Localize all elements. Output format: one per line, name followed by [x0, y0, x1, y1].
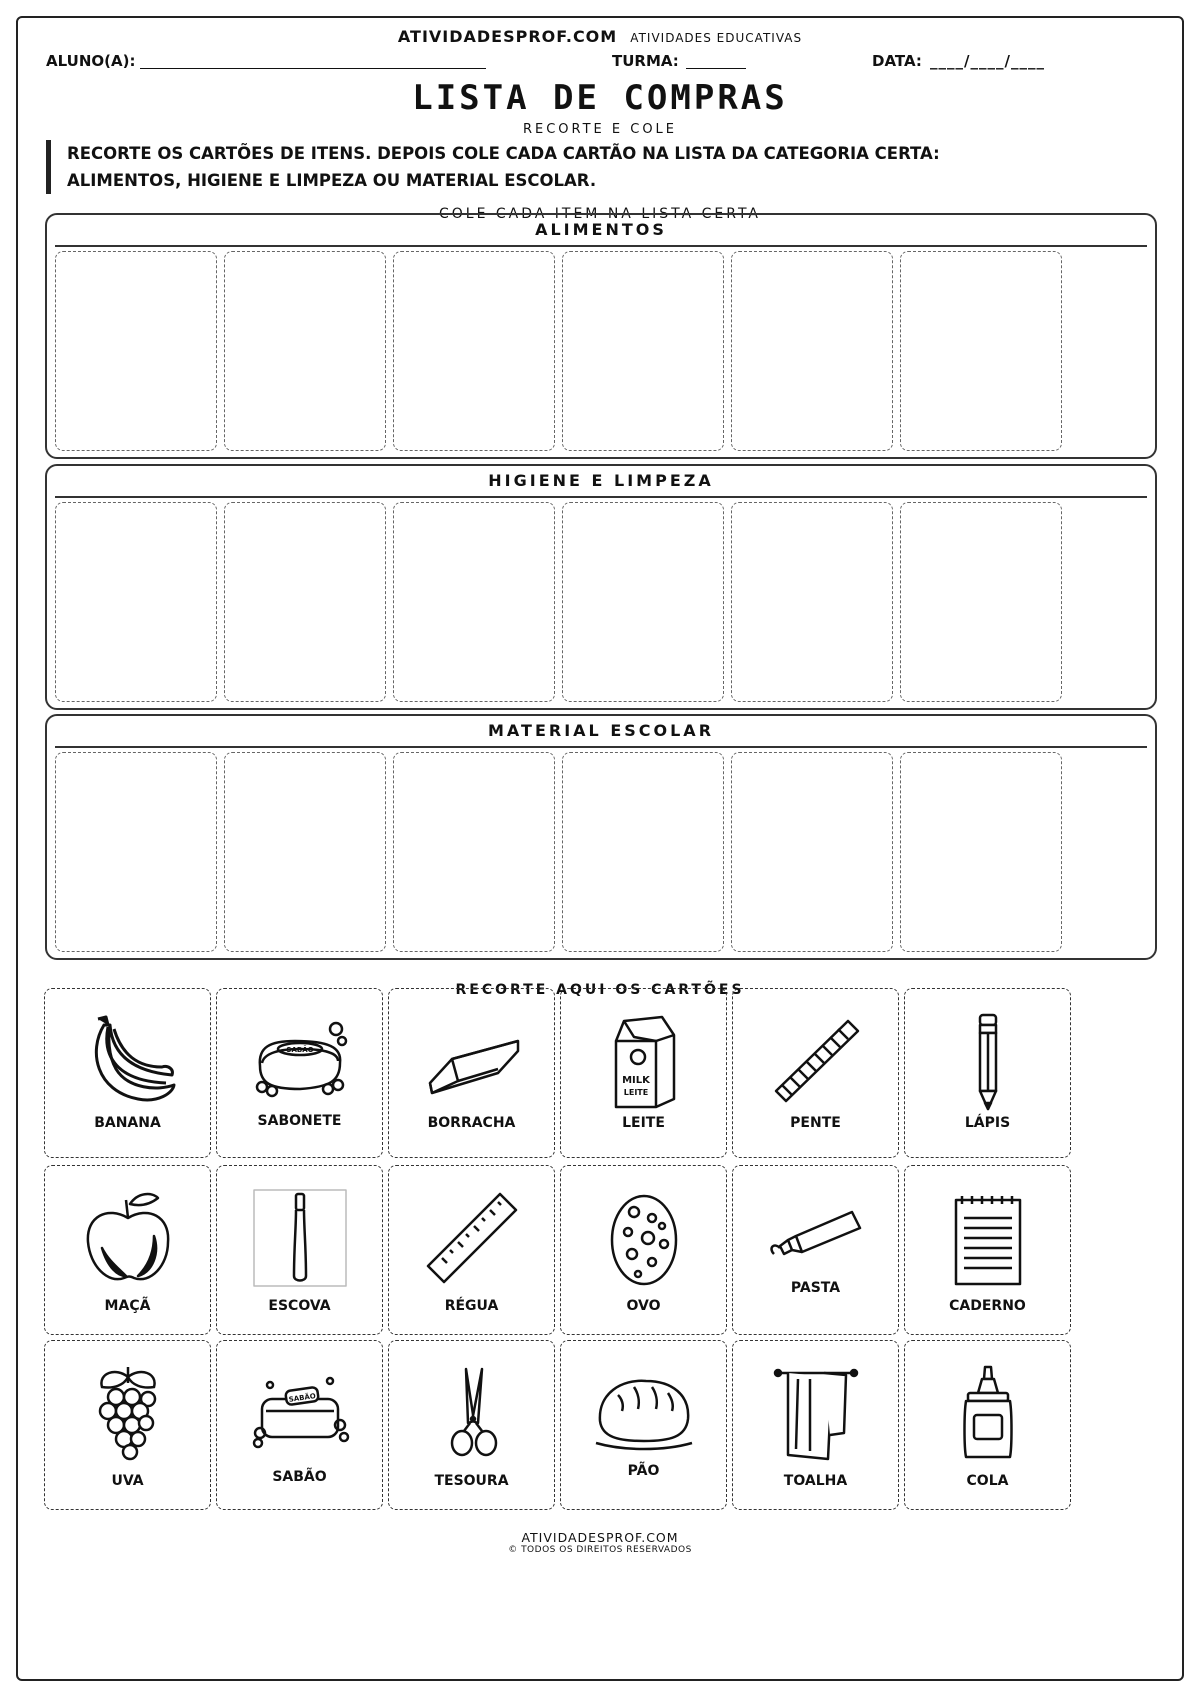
item-card-borracha[interactable] [388, 988, 555, 1158]
paste-slot[interactable] [224, 752, 386, 952]
page-subtitle: RECORTE E COLE [522, 122, 678, 137]
category-divider [55, 746, 1147, 748]
date-label: DATA: [872, 52, 922, 70]
paste-slot[interactable] [393, 251, 555, 451]
item-card-escova[interactable] [216, 1165, 383, 1335]
item-card-leite[interactable] [560, 988, 727, 1158]
site-header [18, 27, 1182, 46]
comb-icon [766, 1011, 866, 1111]
site-name: ATIVIDADESPROF.COM [397, 27, 618, 46]
instructions-line-2: ALIMENTOS, HIGIENE E LIMPEZA OU MATERIAL ESCOLAR. [67, 171, 597, 190]
card-label: OVO [626, 1298, 661, 1314]
card-label: TOALHA [783, 1473, 848, 1489]
paste-slot[interactable] [393, 502, 555, 702]
paste-heading: COLE CADA ITEM NA LISTA CERTA [438, 206, 762, 222]
site-tagline: ATIVIDADES EDUCATIVAS [630, 31, 803, 45]
category-title: HIGIENE E LIMPEZA [488, 471, 714, 490]
milk-subtext: LEITE [623, 1088, 649, 1097]
paste-slot[interactable] [55, 752, 217, 952]
paste-slot[interactable] [900, 502, 1062, 702]
paste-slot[interactable] [562, 251, 724, 451]
ruler-icon [422, 1188, 522, 1288]
card-label: MAÇÃ [104, 1298, 151, 1314]
card-label: LÁPIS [964, 1115, 1011, 1131]
item-card-regua[interactable] [388, 1165, 555, 1335]
class-line[interactable] [686, 68, 746, 69]
instructions-line-1: RECORTE OS CARTÕES DE ITENS. DEPOIS COLE CADA CARTÃO NA LISTA DA CATEGORIA CERTA: [67, 144, 940, 163]
scissors-icon [422, 1363, 522, 1463]
towel-icon [766, 1363, 866, 1463]
toothpaste-icon [751, 1188, 881, 1288]
class-label: TURMA: [612, 52, 679, 70]
student-name-line[interactable] [140, 68, 486, 69]
item-card-toalha[interactable] [732, 1340, 899, 1510]
card-label: PENTE [790, 1115, 841, 1131]
category-divider [55, 245, 1147, 247]
card-label: ESCOVA [268, 1298, 331, 1314]
paste-slot[interactable] [562, 502, 724, 702]
glue-icon [938, 1363, 1038, 1463]
footer-rights: © TODOS OS DIREITOS RESERVADOS [508, 1545, 692, 1555]
paste-slot[interactable] [900, 752, 1062, 952]
item-card-uva[interactable] [44, 1340, 211, 1510]
item-card-lapis[interactable] [904, 988, 1071, 1158]
student-fields [46, 52, 1154, 72]
notebook-icon [938, 1188, 1038, 1288]
category-title: MATERIAL ESCOLAR [487, 721, 715, 740]
card-label: RÉGUA [444, 1298, 499, 1314]
item-card-caderno[interactable] [904, 1165, 1071, 1335]
paste-slot[interactable] [55, 251, 217, 451]
paste-slot[interactable] [731, 251, 893, 451]
card-label: TESOURA [434, 1473, 509, 1489]
item-card-pao[interactable] [560, 1340, 727, 1510]
category-divider [55, 496, 1147, 498]
category-alimentos [45, 213, 1157, 459]
item-card-sabonete[interactable] [216, 988, 383, 1158]
pencil-icon [938, 1011, 1038, 1111]
item-card-sabao[interactable] [216, 1340, 383, 1510]
card-label: SABÃO [272, 1469, 327, 1485]
paste-slot[interactable] [55, 502, 217, 702]
category-material-escolar [45, 714, 1157, 960]
soap-icon [235, 1363, 365, 1463]
card-label: COLA [966, 1473, 1009, 1489]
item-card-maca[interactable] [44, 1165, 211, 1335]
paste-slot[interactable] [224, 502, 386, 702]
student-label: ALUNO(A): [46, 52, 136, 70]
paste-slot[interactable] [900, 251, 1062, 451]
card-label: UVA [111, 1473, 144, 1489]
item-card-pente[interactable] [732, 988, 899, 1158]
card-label: SABONETE [257, 1113, 342, 1129]
eraser-icon [407, 1011, 537, 1111]
soap-bar-text: SABÃO [286, 1046, 314, 1054]
card-label: LEITE [622, 1115, 665, 1131]
item-card-cola[interactable] [904, 1340, 1071, 1510]
apple-icon [78, 1188, 178, 1288]
card-label: CADERNO [949, 1298, 1026, 1314]
bread-icon [579, 1359, 709, 1459]
paste-slot[interactable] [731, 752, 893, 952]
cut-heading: RECORTE AQUI OS CARTÕES [455, 982, 745, 998]
item-card-pasta[interactable] [732, 1165, 899, 1335]
worksheet-page [16, 16, 1184, 1681]
footer-site: ATIVIDADESPROF.COM [521, 1530, 679, 1545]
paste-slot[interactable] [393, 752, 555, 952]
card-label: BANANA [94, 1115, 161, 1131]
banana-icon [78, 1011, 178, 1111]
paste-slot[interactable] [731, 502, 893, 702]
milk-text: MILK [622, 1075, 650, 1086]
grapes-icon [78, 1363, 178, 1463]
card-label: PÃO [627, 1463, 660, 1479]
category-higiene-limpeza [45, 464, 1157, 710]
soap-bar-icon [240, 1011, 360, 1111]
paste-slot[interactable] [562, 752, 724, 952]
egg-icon [594, 1188, 694, 1288]
milk-carton-icon [594, 1011, 694, 1111]
date-field[interactable]: ____/____/____ [930, 52, 1045, 70]
toothbrush-icon [250, 1188, 350, 1288]
page-title: LISTA DE COMPRAS [412, 78, 788, 118]
paste-slot[interactable] [224, 251, 386, 451]
card-label: BORRACHA [427, 1115, 516, 1131]
instructions [46, 140, 1106, 194]
card-label: PASTA [790, 1280, 841, 1296]
item-card-tesoura[interactable] [388, 1340, 555, 1510]
page-footer [18, 1530, 1182, 1555]
item-card-ovo[interactable] [560, 1165, 727, 1335]
item-card-banana[interactable] [44, 988, 211, 1158]
category-title: ALIMENTOS [535, 220, 667, 239]
soap-text: SABÃO [288, 1392, 317, 1404]
